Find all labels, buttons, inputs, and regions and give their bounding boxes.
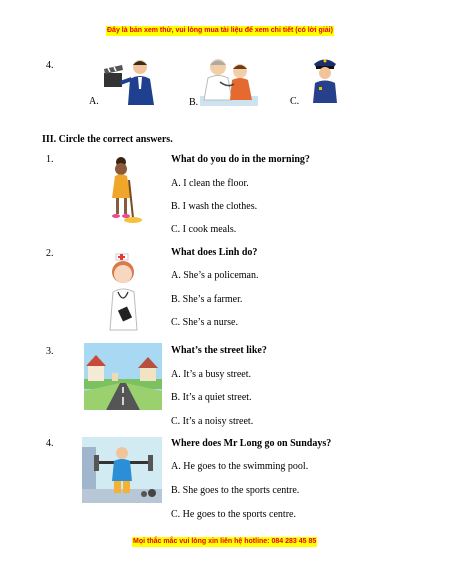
option-c-label: C. bbox=[290, 96, 300, 107]
weightlifting-man-icon bbox=[82, 437, 162, 503]
preview-notice: Đây là bản xem thử, vui lòng mua tài liệu để xem chi tiết (có lời giải) bbox=[107, 27, 333, 34]
question-number: 1. bbox=[46, 154, 54, 165]
film-director-icon bbox=[100, 57, 160, 105]
answer-option[interactable]: B. She goes to the sports centre. bbox=[171, 485, 300, 496]
doctor-patient-icon bbox=[200, 56, 258, 106]
option-a-label: A. bbox=[89, 96, 99, 107]
question-number: 2. bbox=[46, 248, 54, 259]
policeman-icon bbox=[310, 55, 340, 103]
nurse-icon bbox=[104, 250, 148, 332]
question-text: Where does Mr Long go on Sundays? bbox=[171, 438, 332, 449]
girl-mopping-icon bbox=[103, 156, 143, 228]
option-b-label: B. bbox=[189, 97, 199, 108]
question-text: What do you do in the morning? bbox=[171, 154, 310, 165]
answer-option[interactable]: C. He goes to the sports centre. bbox=[171, 509, 296, 520]
question-number: 4. bbox=[46, 438, 54, 449]
answer-option[interactable]: A. She’s a policeman. bbox=[171, 270, 259, 281]
answer-option[interactable]: C. It’s a noisy street. bbox=[171, 416, 254, 427]
quiet-street-icon bbox=[84, 343, 162, 410]
answer-option[interactable]: B. I wash the clothes. bbox=[171, 201, 258, 212]
section-heading: III. Circle the correct answers. bbox=[42, 134, 173, 145]
question-number: 4. bbox=[46, 60, 54, 71]
hotline-notice: Mọi thắc mắc vui lòng xin liên hệ hotline: 084 283 45 85 bbox=[133, 538, 317, 545]
answer-option[interactable]: B. It’s a quiet street. bbox=[171, 392, 252, 403]
question-number: 3. bbox=[46, 346, 54, 357]
answer-option[interactable]: B. She’s a farmer. bbox=[171, 294, 243, 305]
answer-option[interactable]: A. It’s a busy street. bbox=[171, 369, 251, 380]
question-text: What does Linh do? bbox=[171, 247, 258, 258]
answer-option[interactable]: A. He goes to the swimming pool. bbox=[171, 461, 309, 472]
question-text: What’s the street like? bbox=[171, 345, 267, 356]
answer-option[interactable]: C. I cook meals. bbox=[171, 224, 237, 235]
answer-option[interactable]: A. I clean the floor. bbox=[171, 178, 249, 189]
answer-option[interactable]: C. She’s a nurse. bbox=[171, 317, 238, 328]
